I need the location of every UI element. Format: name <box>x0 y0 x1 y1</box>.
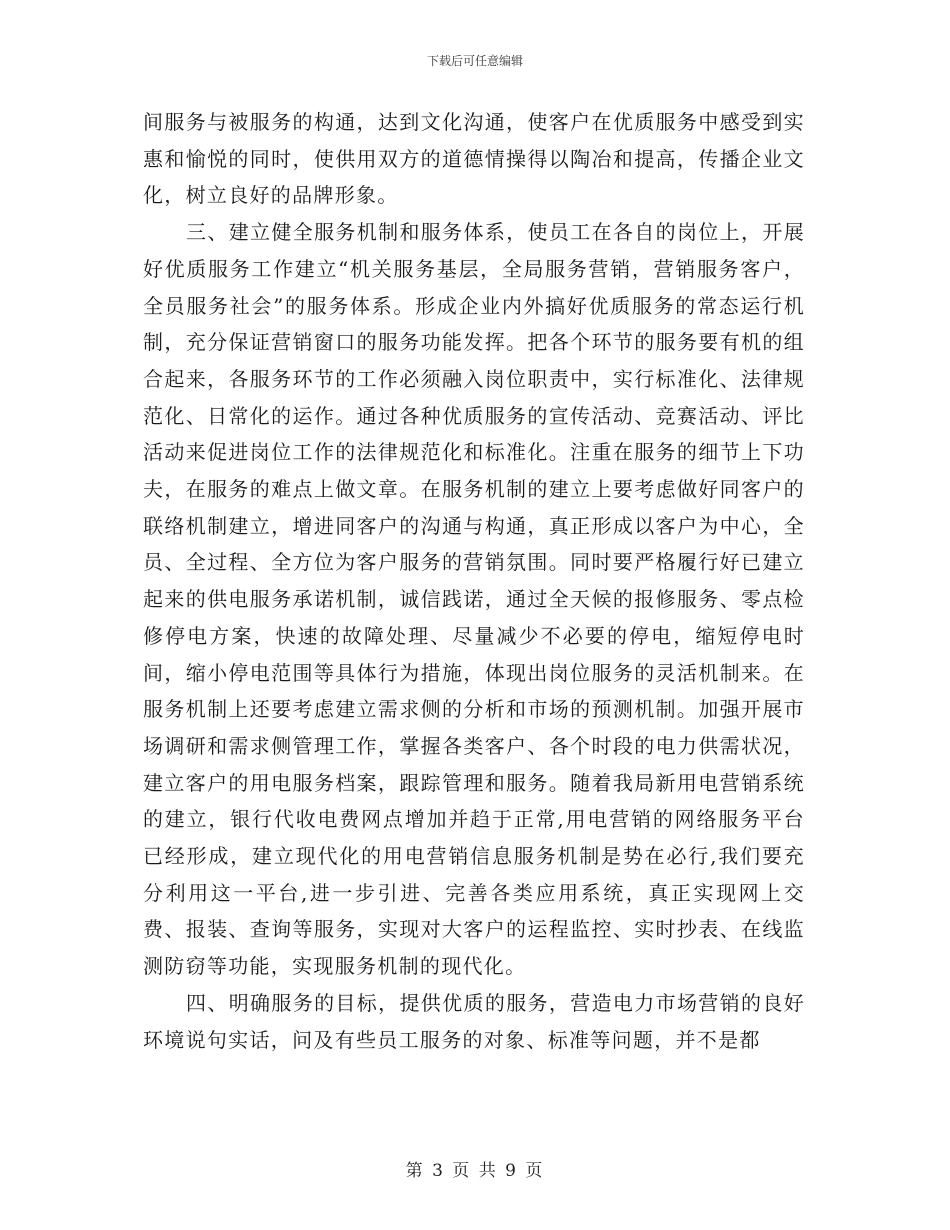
document-body <box>143 104 805 1058</box>
page-number-footer: 第 3 页 共 9 页 <box>405 1161 545 1181</box>
paragraph-section-four: 四、明确服务的目标，提供优质的服务，营造电力市场营销的良好环境说句实话，问及有些员工服务的对象、标准等问题，并不是都 <box>143 990 805 1052</box>
paragraph-section-three: 三、建立健全服务机制和服务体系，使员工在各自的岗位上，开展好优质服务工作建立“机关服务基层，全局服务营销，营销服务客户，全员服务社会”的服务体系。形成企业内外搞好优质服务的常态运行机制，充分保证营销窗口的服务功能发挥。把各个环节的服务要有机的组合起来，各服务环节的工作必须融入岗位职责中，实行标准化、法律规范化、日常化的运作。通过各种优质服务的宣传活动、竞赛活动、评比活动来促进岗位工作的法律规范化和标准化。注重在服务的细节上下功夫，在服务的难点上做文章。在服务机制的建立上要考虑做好同客户的联络机制建立，增进同客户的沟通与构通，真正形成以客户为中心，全员、全过程、全方位为客户服务的营销氛围。同时要严格履行好已建立起来的供电服务承诺机制，诚信践诺，通过全天候的报修服务、零点检修停电方案，快速的故障处理、尽量减少不必要的停电，缩短停电时间，缩小停电范围等具体行为措施，体现出岗位服务的灵活机制来。在服务机制上还要考虑建立需求侧的分析和市场的预测机制。加强开展市场调研和需求侧管理工作，掌握各类客户、各个时段的电力供需状况，建立客户的用电服务档案，跟踪管理和服务。随着我局新用电营销系统的建立，银行代收电费网点增加并趋于正常,用电营销的网络服务平台已经形成，建立现代化的用电营销信息服务机制是势在必行,我们要充分利用这一平台,进一步引进、完善各类应用系统，真正实现网上交费、报装、查询等服务，实现对大客户的运程监控、实时抄表、在线监测防窃等功能，实现服务机制的现代化。 <box>143 220 805 979</box>
page-header: 下载后可任意编辑 <box>426 54 523 68</box>
paragraph-continuation: 间服务与被服务的构通，达到文化沟通，使客户在优质服务中感受到实惠和愉悦的同时，使供用双方的道德情操得以陶冶和提高，传播企业文化，树立良好的品牌形象。 <box>143 110 805 208</box>
